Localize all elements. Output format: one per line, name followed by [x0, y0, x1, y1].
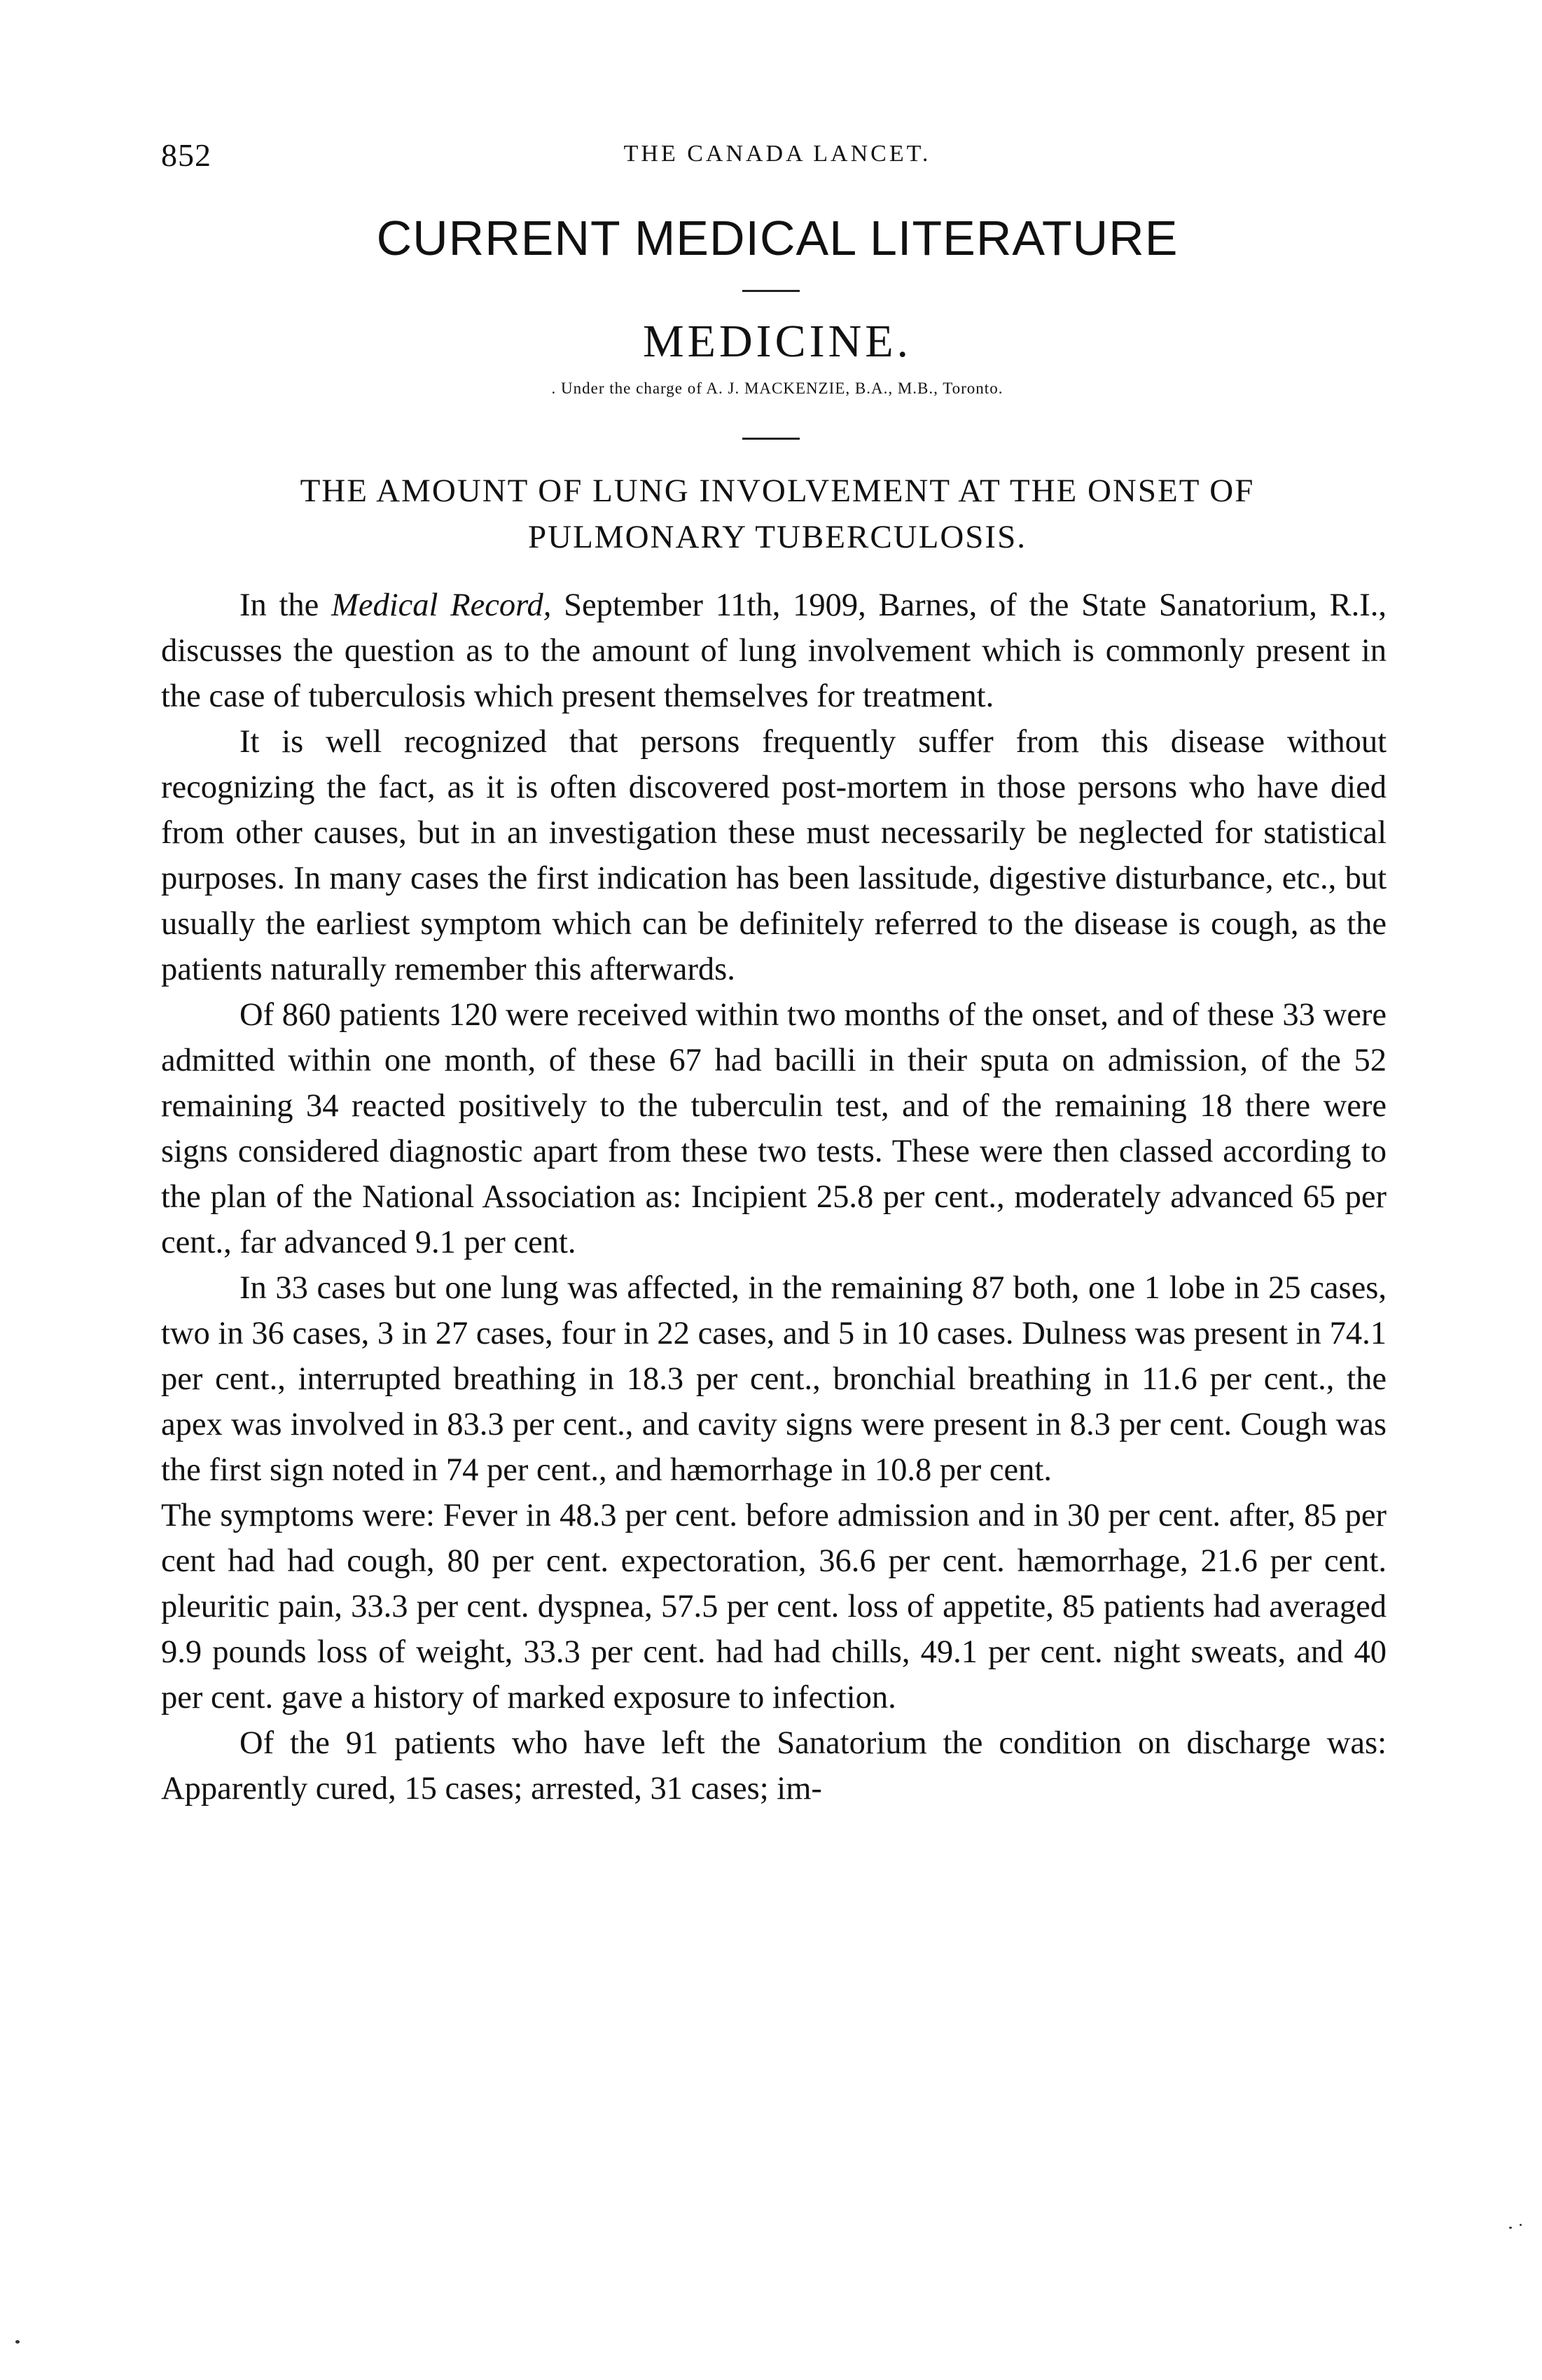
article-title-line-1: THE AMOUNT OF LUNG INVOLVEMENT AT THE ONSET OF — [300, 473, 1255, 509]
paragraph-1-lead: In the — [239, 587, 332, 623]
paragraph-2: It is well recognized that persons frequently suffer from this disease without recognizing the fact, as it is often discovered post-mortem in those persons who have died from other causes, but in an investigation these must necessarily be neglected for statistical purposes. In many cases the first indication has been lassitude, digestive disturbance, etc., but usually the earliest symptom which can be definitely referred to the disease is cough, as the patients naturally remember this afterwards. — [161, 724, 1387, 987]
paragraph-4: In 33 cases but one lung was affected, in the remaining 87 both, one 1 lobe in 25 cases, two in 36 cases, 3 in 27 cases, four in 22 cases, and 5 in 10 cases. Dulness was present in 74.1 per cent., interrupted breathing in 18.3 per cent., bronchial breathing in 11.6 per cent., the apex was involved in 83.3 per cent., and cavity signs were present in 8.3 per cent. Cough was the first sign noted in 74 per cent., and hæmorrhage in 10.8 per cent. — [161, 1270, 1387, 1488]
byline-divider — [742, 438, 800, 440]
running-head — [161, 137, 1394, 179]
subsection-title: MEDICINE. — [642, 316, 912, 367]
page-number: 852 — [161, 137, 211, 173]
article-body — [161, 583, 1387, 1811]
paragraph-1 — [161, 583, 1387, 719]
editor-byline: . Under the charge of A. J. MACKENZIE, B.A., M.B., Toronto. — [551, 380, 1003, 397]
article-title-line-2: PULMONARY TUBERCULOSIS. — [528, 519, 1027, 555]
title-divider — [742, 290, 800, 292]
scan-speck — [15, 2340, 20, 2344]
journal-citation: Medical Record, — [331, 587, 552, 623]
section-title: CURRENT MEDICAL LITERATURE — [376, 211, 1179, 265]
scan-speck — [1520, 2224, 1522, 2226]
article-title — [161, 468, 1394, 560]
paragraph-6: Of the 91 patients who have left the Sanatorium the condition on discharge was: Apparently cured, 15 cases; arrested, 31 cases; im- — [161, 1725, 1387, 1807]
paragraph-3: Of 860 patients 120 were received within two months of the onset, and of these 33 were admitted within one month, of these 67 had bacilli in their sputa on admission, of the 52 remaining 34 reacted positively to the tuberculin test, and of the remaining 18 there were signs considered diagnostic apart from these two tests. These were then classed according to the plan of the National Association as: Incipient 25.8 per cent., moderately advanced 65 per cent., far advanced 9.1 per cent. — [161, 997, 1387, 1260]
scan-speck — [1509, 2227, 1512, 2229]
paragraph-5: The symptoms were: Fever in 48.3 per cent. before admission and in 30 per cent. after, 85 per cent had had cough, 80 per cent. expectoration, 36.6 per cent. hæmorrhage, 21.6 per cent. pleuritic pain, 33.3 per cent. dyspnea, 57.5 per cent. loss of appetite, 85 patients had averaged 9.9 pounds loss of weight, 33.3 per cent. had had chills, 49.1 per cent. night sweats, and 40 per cent. gave a history of marked exposure to infection. — [161, 1498, 1387, 1716]
journal-title: THE CANADA LANCET. — [623, 141, 931, 167]
paragraph-1-rest: September 11th, 1909, Barnes, of the State Sanatorium, R.I., discusses the question as to the amount of lung involvement which is commonly present in the case of tuberculosis which present themselves for treatment. — [161, 587, 1387, 714]
